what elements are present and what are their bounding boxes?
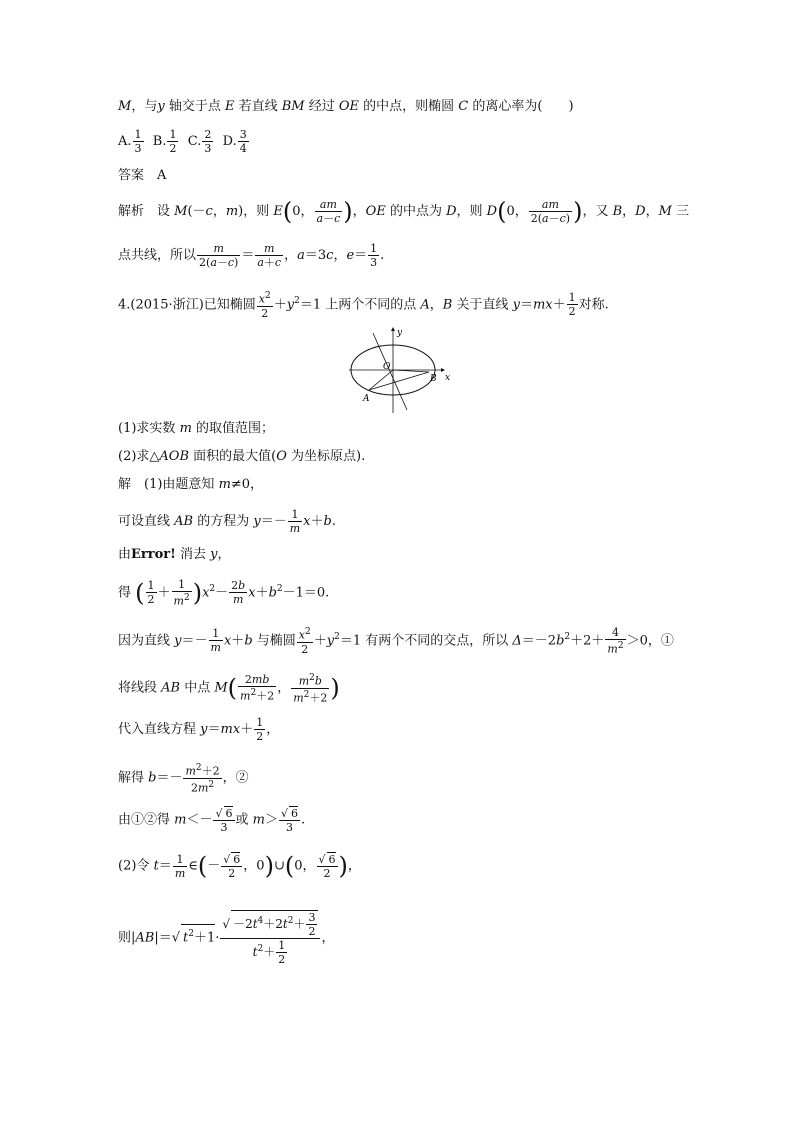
segment-OA [369, 370, 393, 390]
q3-solution-line1: 解析 设 M(－c，m)，则 E(0， $\frac{am}{a-c}$ )，OE 的中点为 D，则 D(0， $\frac{am}{2(a-c)}$ )，又 B，D，M 三 [118, 197, 690, 226]
q3-answer: 答案 A [118, 168, 167, 183]
label-O: O [383, 362, 391, 372]
label-B: B [430, 374, 437, 384]
q4-stem: 4.(2015·浙江)已知椭圆 $\frac{x^2}{2}$ $+y^2=1$ 上两个不同的点 A，B 关于直线 y＝mx＋ $\frac{1}{2}$ 对称. [118, 291, 609, 320]
q4-sol-6: 将线段 AB 中点 M( $\frac{2mb}{m^2+2}$ ， $\frac{m^2b}{m^2+2}$ ) [118, 673, 340, 705]
label-y: y [397, 328, 403, 338]
y-axis-arrow [391, 327, 395, 331]
segment-AB [369, 372, 429, 390]
q4-part2: (2)求△AOB 面积的最大值(O 为坐标原点). [118, 449, 366, 464]
ellipse-figure [345, 325, 455, 419]
q4-sol-4: 得 ( $\frac{1}{2}$ ＋ $\frac{1}{m^2}$ )$x^2-$ $\frac{2b}{m}$ $x+b^2-1=0$. [118, 578, 330, 608]
q4-part1: (1)求实数 m 的取值范围； [118, 421, 275, 436]
q3-options: A. $\frac{1}{3}$ B. $\frac{1}{2}$ C. $\frac{2}{3}$ D. $\frac{3}{4}$ [118, 128, 247, 155]
q4-sol-7: 代入直线方程 y＝mx＋ $\frac{1}{2}$ ， [118, 716, 280, 743]
q4-sol-11: 则|AB|＝√ $t^2+1\cdot$ √ $-2t^4+2t^2+$ $\frac{3}{2}$ $t^2+$ $\frac{1}{2}$ ， [118, 911, 335, 966]
q4-sol-2: 可设直线 AB 的方程为 y＝－ $\frac{1}{m}$ x＋b. [118, 508, 336, 535]
q3-solution-line2: 点共线，所以 $\frac{m}{2(a-c)}$ ＝ $\frac{m}{a+c}$ ，a＝3c，e＝ $\frac{1}{3}$ . [118, 242, 385, 269]
q4-sol-3: 由Error! 消去 y， [118, 547, 231, 562]
label-x: x [445, 373, 451, 383]
label-A: A [363, 394, 370, 404]
q4-sol-8: 解得 b＝－ $\frac{m^2+2}{2m^2}$ ，② [118, 763, 249, 795]
q4-sol-5: 因为直线 y＝－ $\frac{1}{m}$ x＋b 与椭圆 $\frac{x^2}{2}$ $+y^2=1$ 有两个不同的交点，所以 $\Delta=-2b^2+2+$ $\frac{4}{m^2}$ ＞0，① [118, 626, 674, 656]
x-axis-arrow [441, 368, 445, 372]
q3-continuation: M，与y 轴交于点 E 若直线 BM 经过 OE 的中点，则椭圆 C 的离心率为( ) [118, 99, 574, 114]
q4-sol-9: 由①②得 m＜－ $\frac{√ 6}{3}$ 或 m＞ $\frac{√ 6}{3}$ . [118, 807, 306, 834]
ellipse-diagram [345, 325, 455, 415]
q4-sol-1: 解 (1)由题意知 m≠0， [118, 477, 264, 492]
q4-sol-10: (2)令 t＝ $\frac{1}{m}$ ∈(－ $\frac{√ 6}{2}$ ，0)∪(0， $\frac{√ 6}{2}$ )， [118, 852, 361, 880]
